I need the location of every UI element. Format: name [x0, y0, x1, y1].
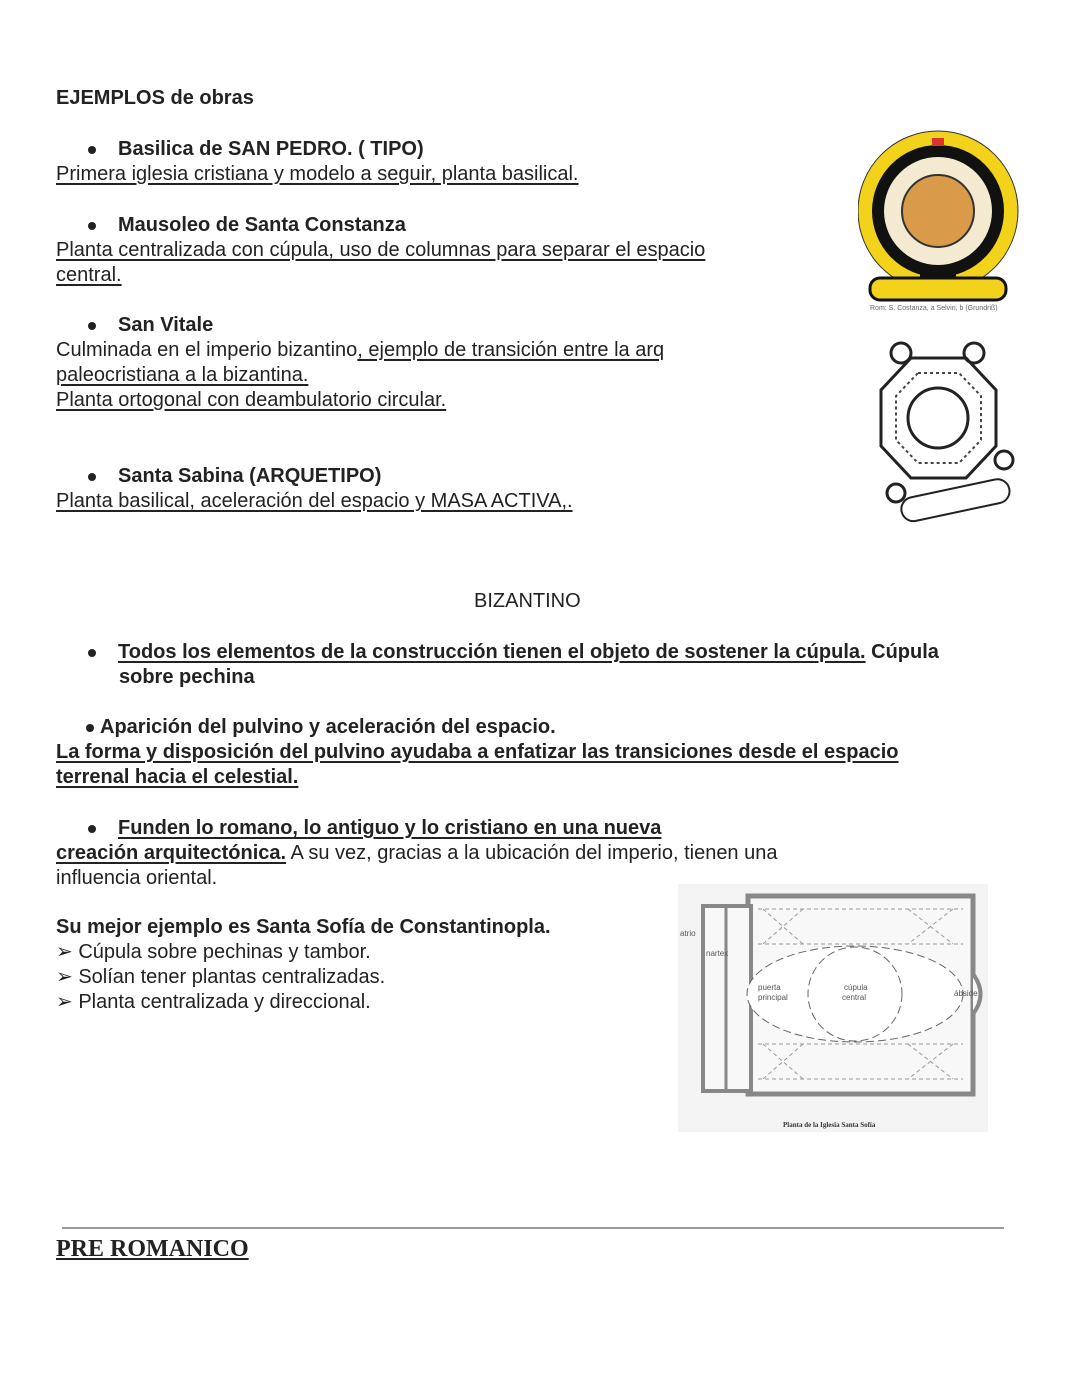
plan-label-abside: ábside — [954, 989, 978, 998]
arrow-bullet-icon: ➢ — [56, 966, 73, 988]
arrow-item — [56, 965, 385, 990]
arrow-item-text: Solían tener plantas centralizadas. — [78, 966, 386, 988]
bullet-icon — [88, 222, 96, 230]
horizontal-divider — [62, 1227, 1004, 1229]
santa-constanza-plan-image — [858, 126, 1023, 316]
item-text: Primera iglesia cristiana y modelo a seguir, planta basilical. — [56, 163, 579, 185]
bullet-icon — [88, 322, 96, 330]
arrow-item — [56, 940, 371, 965]
item-title: Santa Sabina (ARQUETIPO) — [118, 465, 382, 487]
text-underlined: creación arquitectónica. — [56, 842, 287, 864]
bullet-icon — [88, 825, 96, 833]
item-title: Mausoleo de Santa Constanza — [118, 214, 406, 236]
bullet-text: Aparición del pulvino y aceleración del espacio. — [100, 716, 556, 738]
plan-label-nartex: nartex — [706, 949, 729, 958]
item-text: Planta ortogonal con deambulatorio circular. — [56, 389, 447, 411]
bullet-elementos — [88, 640, 939, 665]
bullet-text: sobre pechina — [119, 666, 255, 688]
section-heading-bizantino: BIZANTINO — [474, 590, 581, 612]
bullet-san-vitale — [88, 313, 213, 338]
item-text: central. — [56, 264, 122, 286]
section-heading-ejemplos: EJEMPLOS de obras — [56, 87, 254, 109]
bullet-pulvino — [86, 715, 556, 740]
bullet-santa-constanza — [88, 213, 406, 238]
bullet-icon — [88, 473, 96, 481]
bullet-text: influencia oriental. — [56, 867, 218, 889]
bullet-san-pedro — [88, 137, 424, 162]
text-underlined: Funden lo romano, lo antiguo y lo cristiano en una nueva — [118, 817, 662, 839]
bullet-text: La forma y disposición del pulvino ayudaba a enfatizar las transiciones desde el espacio — [56, 741, 899, 763]
bullet-icon — [86, 724, 94, 732]
text-underlined: Todos los elementos de la construcción tienen el objeto de sostener la cúpula. — [118, 641, 866, 663]
text-underlined: , ejemplo de transición entre la arq — [357, 339, 665, 361]
item-title: Basilica de SAN PEDRO. ( TIPO) — [118, 138, 424, 160]
san-vitale-plan-image — [856, 338, 1021, 523]
bullet-icon — [88, 146, 96, 154]
item-text: Planta centralizada con cúpula, uso de columnas para separar el espacio — [56, 239, 706, 261]
bullet-text: terrenal hacia el celestial. — [56, 766, 299, 788]
item-text: paleocristiana a la bizantina. — [56, 364, 309, 386]
figure-caption: Rom: S. Costanza, a Selvin, b (Grundriß) — [870, 305, 998, 312]
item-text — [56, 338, 664, 363]
best-example: Su mejor ejemplo es Santa Sofía de Constantinopla. — [56, 916, 551, 938]
bullet-text — [56, 841, 777, 866]
text-plain: Culminada en el imperio bizantino — [56, 339, 358, 361]
bullet-funden — [88, 816, 661, 841]
plan-label-puerta: puerta — [758, 983, 781, 992]
plan-label-central: central — [842, 993, 867, 1002]
plan-label-atrio: atrio — [680, 929, 696, 938]
item-text: Planta basilical, aceleración del espacio y MASA ACTIVA,. — [56, 490, 573, 512]
bullet-santa-sabina — [88, 464, 381, 489]
santa-sofia-plan-image — [678, 884, 988, 1132]
figure-caption: Planta de la Iglesia Santa Sofía — [783, 1121, 876, 1129]
arrow-item — [56, 990, 371, 1015]
plan-label-cupula: cúpula — [844, 983, 868, 992]
arrow-item-text: Cúpula sobre pechinas y tambor. — [78, 941, 371, 963]
arrow-bullet-icon: ➢ — [56, 991, 73, 1013]
arrow-bullet-icon: ➢ — [56, 941, 73, 963]
text-plain: A su vez, gracias a la ubicación del imperio, tienen una — [286, 842, 778, 864]
item-title: San Vitale — [118, 314, 214, 336]
bullet-icon — [88, 649, 96, 657]
plan-label-principal: principal — [758, 993, 788, 1002]
section-heading-pre-romanico: PRE ROMANICO — [56, 1236, 249, 1262]
arrow-item-text: Planta centralizada y direccional. — [78, 991, 371, 1013]
text-plain: Cúpula — [865, 641, 939, 663]
